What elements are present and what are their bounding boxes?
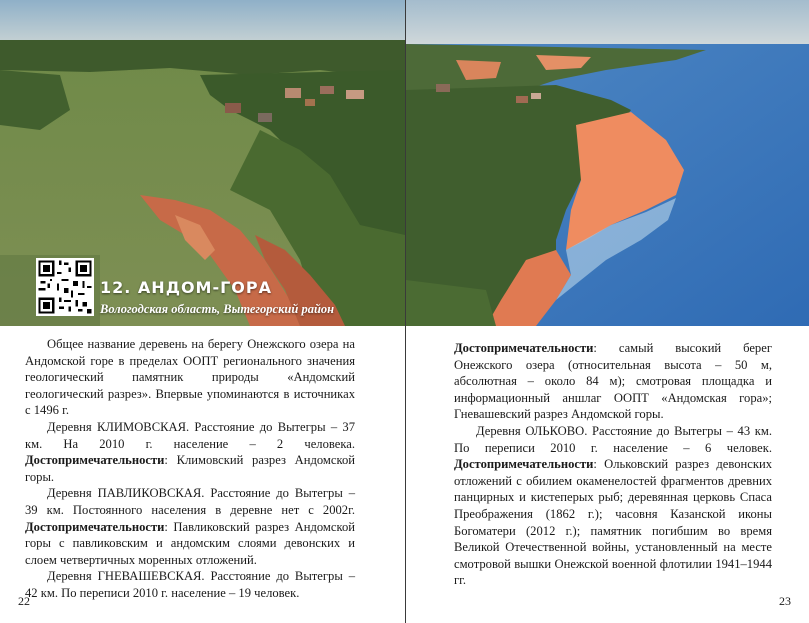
page-number-right: 23	[779, 594, 791, 608]
right-body-text	[454, 340, 772, 589]
page-number-left: 22	[18, 594, 30, 608]
paragraph-gnevashevskaya-sights: Достопримечательности: самый высокий берег Онежского озера (относительная высота – 50 м, абсолютная – около 84 м); смотровая площадка и информационный аншлаг ООПТ «Андомская гора»; Гневашевский разрез Андомской горы.	[454, 341, 772, 422]
paragraph-gnevashevskaya: Деревня ГНЕВАШЕВСКАЯ. Расстояние до Вытегры – 42 км. По переписи 2010 г. население – 19 человек.	[25, 569, 355, 600]
right-page	[406, 0, 809, 623]
qr-code[interactable]	[36, 258, 94, 316]
left-body-text	[25, 336, 355, 602]
section-heading	[100, 278, 334, 317]
paragraph-intro: Общее название деревень на берегу Онежского озера на Андомской горе в пределах ООПТ регионального значения геологический памятник природы «Андомский геологический разрез». Впервые упоминаются в источниках с 1496 г.	[25, 337, 355, 418]
andom-gora-photo-right	[406, 0, 809, 326]
paragraph-olkovo: Деревня ОЛЬКОВО. Расстояние до Вытегры – 43 км. По переписи 2010 г. население – 6 человек. Достопримечательности: Ольковский разрез девонских отложений с обилием окаменелостей фрагментов древних панцирных и кистеперых рыб; деревянная церковь Спаса Преображения (1862 г.); часовня Казанской иконы Богоматери (2012 г.); памятник погибшим во время Великой Отечественной войны, установленный на месте смотровой вышки Онежской военной флотилии 1941–1944 гг.	[454, 423, 772, 588]
section-subtitle: Вологодская область, Вытегорский район	[100, 302, 335, 316]
paragraph-pavlikovskaya: Деревня ПАВЛИКОВСКАЯ. Расстояние до Вытегры – 39 км. Постоянного населения в деревне нет с 2002г. Достопримечательности: Павликовский разрез Андомской горы с павликовским и андомским слоями девонских и слоем четвертичных моренных отложений.	[25, 486, 355, 567]
section-title: 12. АНДОМ-ГОРА	[100, 278, 273, 297]
paragraph-klimovskaya: Деревня КЛИМОВСКАЯ. Расстояние до Вытегры – 37 км. На 2010 г. население – 2 человека. Достопримечательности: Климовский разрез Андомской горы.	[25, 419, 355, 484]
